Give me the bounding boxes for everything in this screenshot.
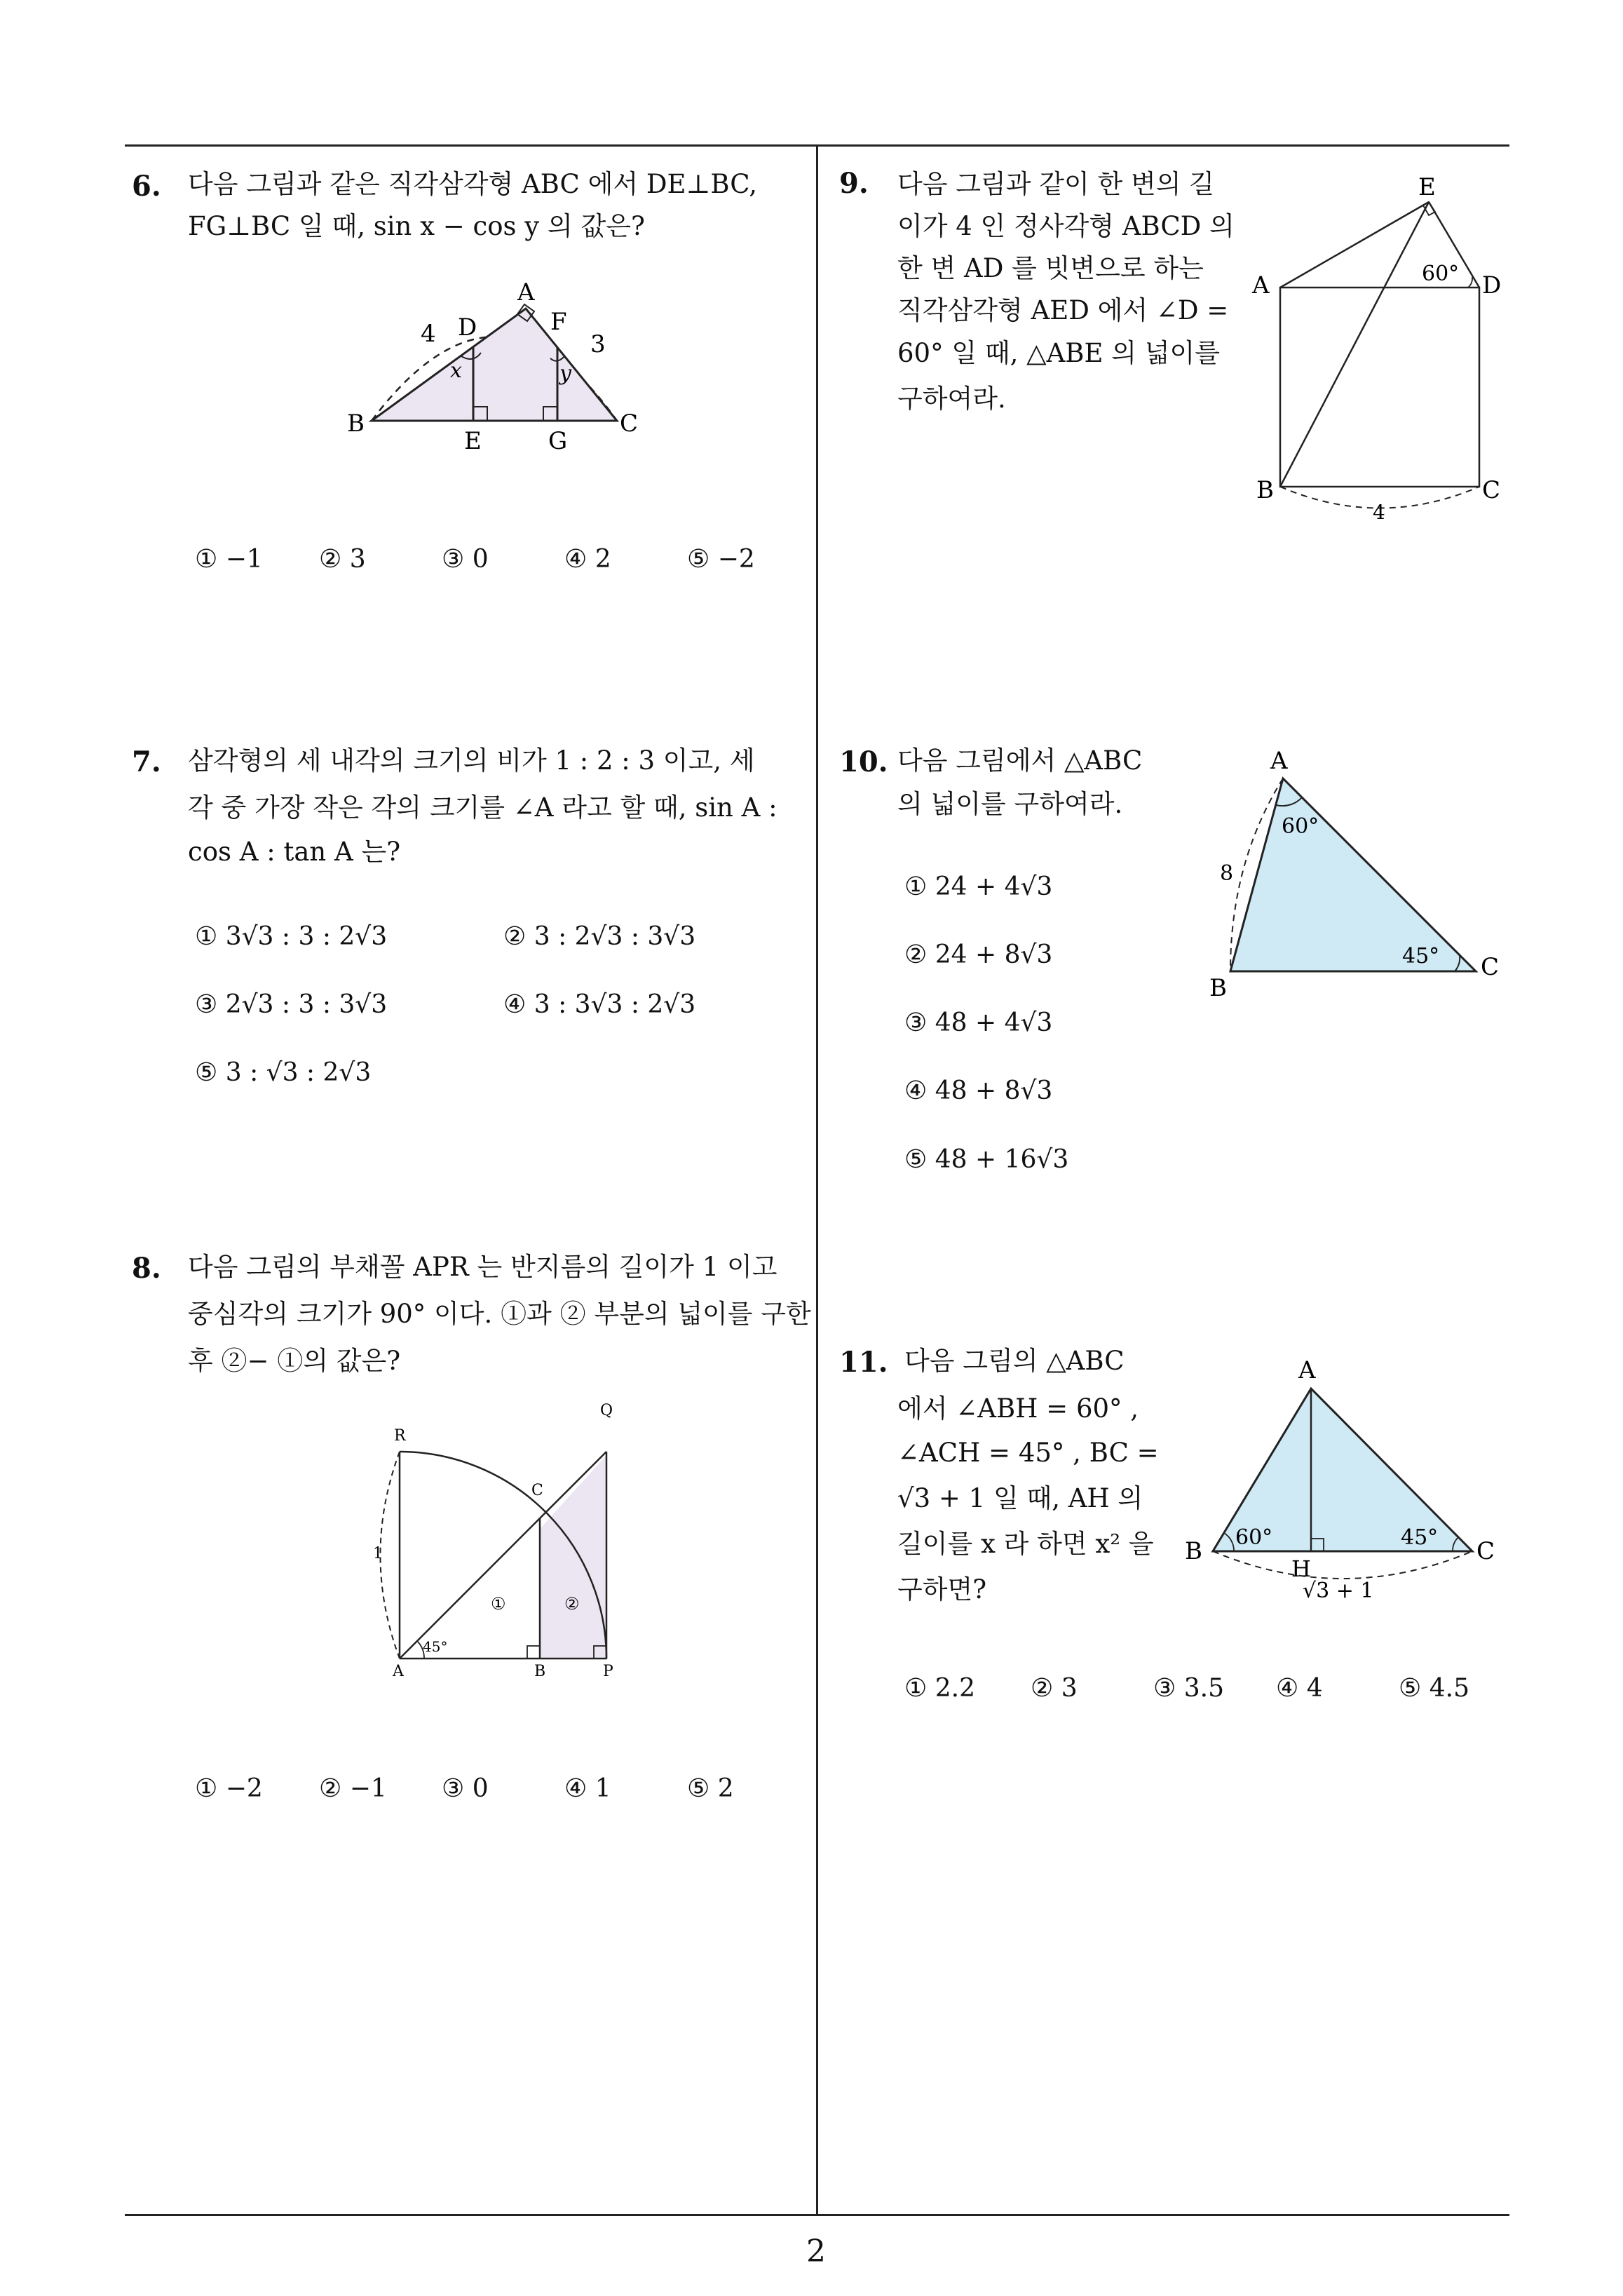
- square-figure: [1248, 168, 1514, 526]
- sector-figure: [365, 1396, 631, 1690]
- question-text-line: FG⊥BC 일 때, sin x − cos y 의 값은?: [188, 211, 645, 241]
- page-number: 2: [806, 2234, 826, 2269]
- base-label: √3 + 1: [1303, 1579, 1374, 1603]
- triangle-figure: [1178, 1346, 1507, 1613]
- question-text-line: 에서 ∠ABH = 60° ,: [897, 1393, 1139, 1424]
- label-A: A: [393, 1663, 404, 1680]
- label-H: H: [1291, 1555, 1311, 1582]
- choice-4[interactable]: ④ 3 : 3√3 : 2√3: [503, 990, 696, 1019]
- choice-5[interactable]: ⑤ 4.5: [1399, 1674, 1469, 1703]
- angle-C-label: 45°: [1402, 944, 1440, 968]
- label-B: B: [347, 410, 365, 438]
- label-C: C: [620, 410, 639, 438]
- question-text-line: cos A : tan A 는?: [188, 837, 401, 867]
- choice-3[interactable]: ③ 0: [442, 545, 489, 574]
- question-text-line: 중심각의 크기가 90° 이다. ①과 ② 부분의 넓이를 구한: [188, 1299, 811, 1329]
- label-B: B: [1256, 476, 1274, 504]
- question-text-line: 직각삼각형 AED 에서 ∠D =: [897, 295, 1229, 325]
- question-text-line: 삼각형의 세 내각의 크기의 비가 1 : 2 : 3 이고, 세: [188, 745, 755, 776]
- question-text-line: ∠ACH = 45° , BC =: [897, 1438, 1159, 1468]
- label-B: B: [534, 1663, 546, 1680]
- choice-4[interactable]: ④ 1: [564, 1774, 611, 1803]
- choice-3[interactable]: ③ 0: [442, 1774, 489, 1803]
- label-R: R: [394, 1427, 406, 1445]
- label-B: B: [1209, 974, 1227, 1002]
- question-text-line: 구하면?: [897, 1574, 987, 1605]
- question-text-line: 60° 일 때, △ABE 의 넓이를: [897, 338, 1220, 368]
- choice-2[interactable]: ② 3 : 2√3 : 3√3: [503, 922, 696, 951]
- question-text-line: 이가 4 인 정사각형 ABCD 의: [897, 211, 1235, 241]
- angle-B-label: 60°: [1235, 1525, 1273, 1550]
- question-text-line: 길이를 x 라 하면 x² 을: [897, 1529, 1154, 1559]
- label-A: A: [1298, 1356, 1316, 1384]
- choice-5[interactable]: ⑤ 2: [687, 1774, 734, 1803]
- side-label: 4: [1373, 501, 1385, 524]
- radius-label: 1: [373, 1545, 383, 1562]
- question-number: 10.: [839, 745, 888, 778]
- question-text-line: √3 + 1 일 때, AH 의: [897, 1483, 1143, 1513]
- label-B: B: [1185, 1537, 1202, 1565]
- choice-2[interactable]: ② −1: [319, 1774, 387, 1803]
- label-C: C: [531, 1482, 543, 1499]
- choice-4[interactable]: ④ 2: [564, 545, 611, 574]
- question-number: 9.: [839, 167, 869, 200]
- question-text-line: 다음 그림의 △ABC: [904, 1346, 1125, 1376]
- label-C: C: [1481, 953, 1500, 981]
- angle-C-label: 45°: [1401, 1525, 1439, 1550]
- bottom-rule: [125, 2214, 1509, 2216]
- label-E: E: [1418, 173, 1436, 201]
- angle-label: 60°: [1422, 262, 1460, 286]
- choice-3[interactable]: ③ 3.5: [1153, 1674, 1224, 1703]
- question-text-line: 후 ②− ①의 값은?: [188, 1346, 401, 1376]
- choice-4[interactable]: ④ 48 + 8√3: [904, 1076, 1053, 1105]
- choice-4[interactable]: ④ 4: [1276, 1674, 1323, 1703]
- label-G: G: [548, 427, 568, 455]
- side-label: 8: [1220, 861, 1234, 886]
- label-Q: Q: [600, 1402, 613, 1419]
- length-label: 4: [421, 320, 436, 348]
- question-text-line: 다음 그림과 같은 직각삼각형 ABC 에서 DE⊥BC,: [188, 169, 757, 199]
- question-text-line: 구하여라.: [897, 384, 1006, 414]
- choice-5[interactable]: ⑤ −2: [687, 545, 755, 574]
- choice-1[interactable]: ① 2.2: [904, 1674, 975, 1703]
- question-text-line: 다음 그림의 부채꼴 APR 는 반지름의 길이가 1 이고: [188, 1252, 777, 1282]
- question-text-line: 다음 그림에서 △ABC: [897, 745, 1143, 776]
- region-1-label: ①: [491, 1594, 506, 1614]
- angle-A-label: 60°: [1282, 814, 1319, 839]
- question-text-line: 각 중 가장 작은 각의 크기를 ∠A 라고 할 때, sin A :: [188, 792, 777, 823]
- choice-2[interactable]: ② 3: [1031, 1674, 1078, 1703]
- angle-x-label: x: [450, 358, 462, 383]
- label-A: A: [1252, 271, 1270, 299]
- question-number: 7.: [132, 745, 161, 778]
- choice-5[interactable]: ⑤ 3 : √3 : 2√3: [195, 1058, 372, 1087]
- question-text-line: 한 변 AD 를 빗변으로 하는: [897, 253, 1204, 283]
- question-number: 11.: [839, 1346, 888, 1379]
- label-E: E: [464, 427, 482, 455]
- center-divider: [816, 144, 818, 2215]
- choice-3[interactable]: ③ 2√3 : 3 : 3√3: [195, 990, 388, 1019]
- question-number: 6.: [132, 170, 161, 203]
- angle-y-label: y: [559, 361, 571, 386]
- choice-5[interactable]: ⑤ 48 + 16√3: [904, 1145, 1069, 1174]
- choice-1[interactable]: ① −2: [195, 1774, 263, 1803]
- angle-label: 45°: [423, 1638, 448, 1655]
- choice-1[interactable]: ① −1: [195, 545, 263, 574]
- choice-3[interactable]: ③ 48 + 4√3: [904, 1008, 1053, 1037]
- triangle-figure: [1192, 743, 1514, 1003]
- label-F: F: [550, 308, 567, 336]
- triangle-figure: [337, 274, 659, 456]
- length-label: 3: [590, 330, 606, 358]
- question-number: 8.: [132, 1252, 161, 1285]
- question-text-line: 의 넓이를 구하여라.: [897, 789, 1123, 819]
- choice-1[interactable]: ① 24 + 4√3: [904, 872, 1053, 901]
- label-D: D: [458, 313, 477, 342]
- label-A: A: [517, 278, 535, 306]
- label-C: C: [1476, 1537, 1495, 1565]
- label-A: A: [1270, 747, 1288, 775]
- choice-2[interactable]: ② 24 + 8√3: [904, 940, 1053, 969]
- choice-2[interactable]: ② 3: [319, 545, 366, 574]
- label-D: D: [1482, 271, 1502, 299]
- question-text-line: 다음 그림과 같이 한 변의 길: [897, 169, 1214, 199]
- label-C: C: [1482, 476, 1501, 504]
- choice-1[interactable]: ① 3√3 : 3 : 2√3: [195, 922, 388, 951]
- region-2-label: ②: [564, 1594, 580, 1614]
- label-P: P: [603, 1663, 613, 1680]
